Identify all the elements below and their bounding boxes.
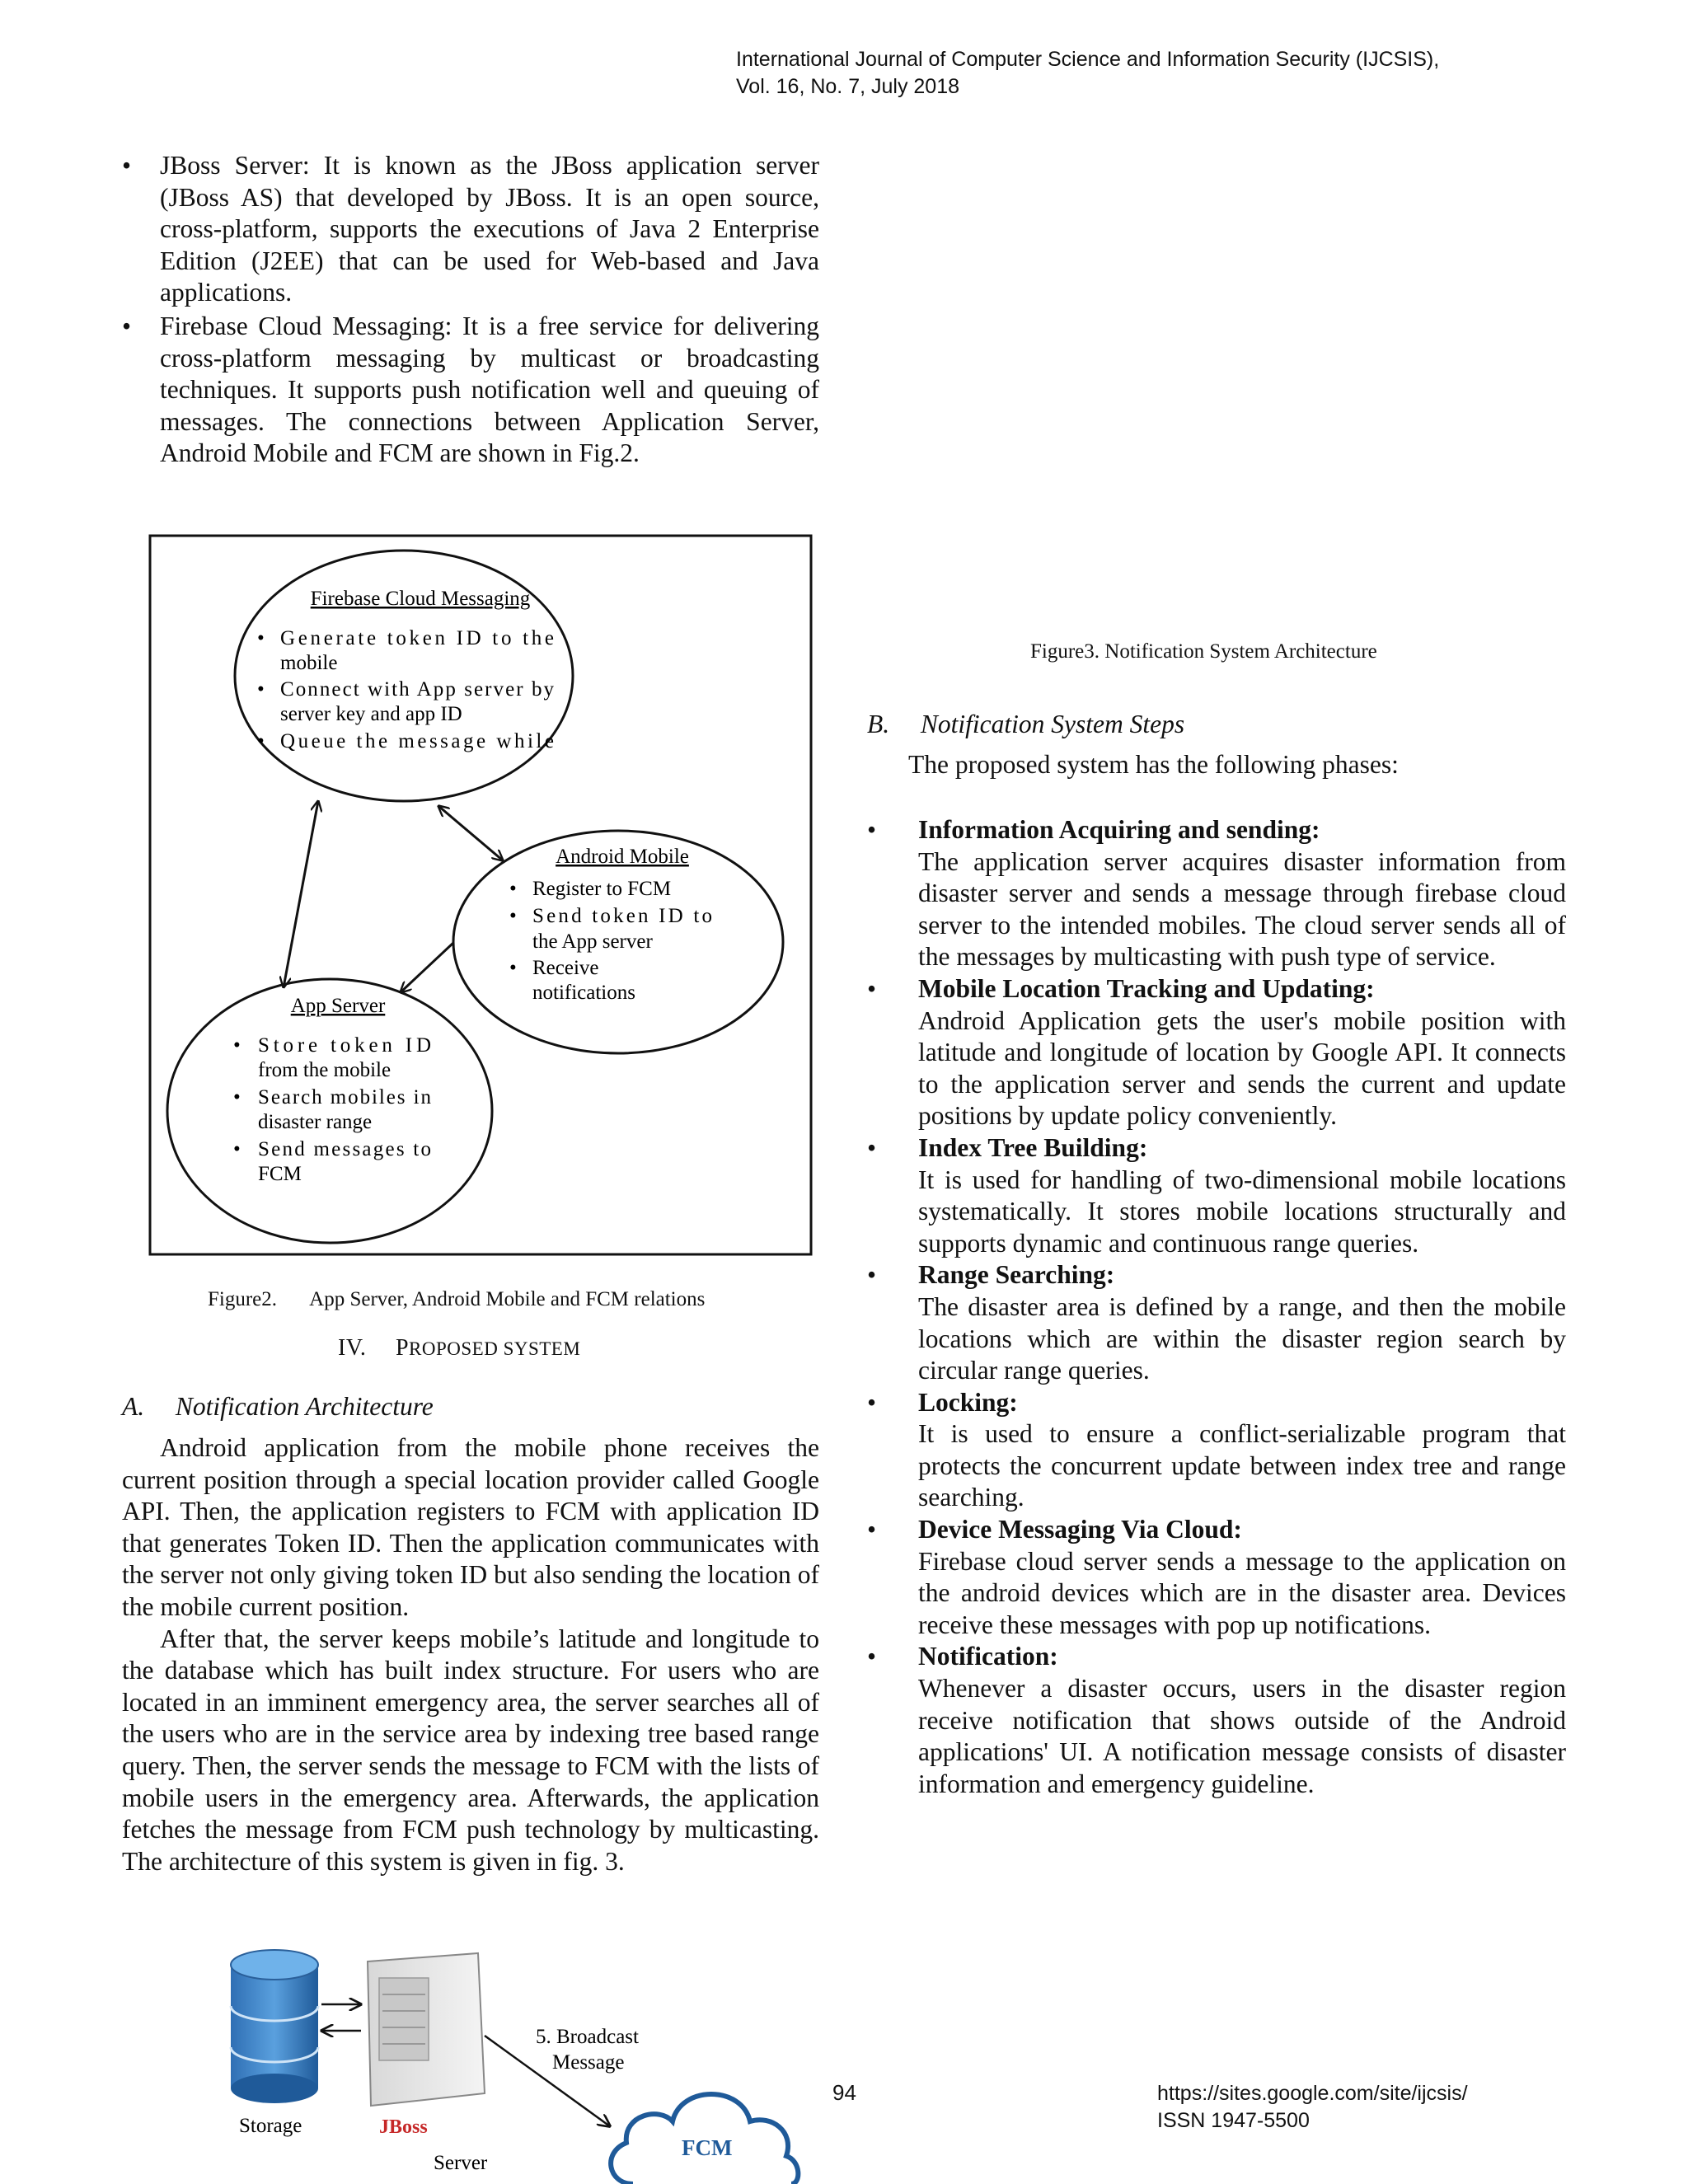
- journal-issn: ISSN 1947-5500: [1157, 2109, 1310, 2132]
- left-bullets: [122, 150, 819, 470]
- section-title-first: P: [395, 1335, 410, 1361]
- storage-icon: [231, 1950, 318, 2103]
- android-title: Android Mobile: [556, 846, 689, 868]
- phase-title: • Information Acquiring and sending:: [918, 815, 1320, 844]
- fcm-cloud-label: FCM: [682, 2135, 733, 2160]
- fcm-item-3: Queue the message while: [280, 730, 554, 752]
- arrow-android-appserver: [401, 943, 453, 992]
- android-item-3b: notifications: [532, 982, 635, 1004]
- phase-title: • Mobile Location Tracking and Updating:: [918, 973, 1375, 1003]
- app-item-1: Store token ID: [258, 1034, 431, 1057]
- bullet-jboss: • JBoss Server: It is known as the JBoss application server (JBoss AS) that developed by JBoss. It is an open source, cross-platform, supports the executions of Java 2 Enterprise Edition (J2EE) that can be used for Web-based and Java applications.: [122, 150, 819, 309]
- server-label: Server: [434, 2152, 488, 2174]
- paragraph-2: After that, the server keeps mobile’s latitude and longitude to the database which has built index structure. For users who are located in an imminent emergency area, the server searches all of the users who are in the service area by indexing tree based range query. Then, the server sends the message to FCM with the lists of mobile users in the emergency area. Afterwards, the application fetches the message from FCM push technology by multicasting. The architecture of this system is given in fig. 3.: [122, 1624, 819, 1876]
- section-title-rest: ROPOSED SYSTEM: [409, 1338, 581, 1359]
- bullet-dot: •: [509, 957, 517, 979]
- fcm-item-1: Generate token ID to the: [280, 627, 554, 649]
- phase-item: [867, 1259, 1566, 1386]
- subsection-b-label: B.: [867, 710, 890, 738]
- app-server-title: App Server: [290, 995, 386, 1017]
- paragraph-1: Android application from the mobile phone receives the current position through a special location provider called Google API. Then, the application registers to FCM with application ID that generates Token ID. Then the application communicates with the server not only giving token ID but also sending the location of the mobile current position.: [122, 1433, 819, 1621]
- android-item-3: Receive: [532, 957, 599, 979]
- subsection-b-intro: The proposed system has the following phases:: [908, 750, 1399, 779]
- figure2-caption-number: Figure2.: [208, 1288, 278, 1310]
- android-item-2b: the App server: [532, 930, 653, 953]
- subsection-b-title: Notification System Steps: [920, 710, 1185, 738]
- android-item-1: Register to FCM: [532, 878, 672, 900]
- phase-title: • Range Searching:: [918, 1260, 1115, 1290]
- bullet-fcm: • Firebase Cloud Messaging: It is a free service for delivering cross-platform messaging by multicast or broadcasting techniques. It supports push notification well and queuing of messages. The connections between Application Server, Android Mobile and FCM are shown in Fig.2.: [122, 311, 819, 470]
- phase-title: • Device Messaging Via Cloud:: [918, 1515, 1242, 1544]
- figure2-caption: [208, 1288, 705, 1311]
- app-item-1b: from the mobile: [258, 1059, 392, 1081]
- journal-header: [736, 46, 1439, 101]
- section-heading: [338, 1335, 580, 1361]
- broadcast-label-line2: Message: [552, 2051, 625, 2074]
- subsection-a-body: [122, 1432, 819, 1877]
- page-number: 94: [832, 2080, 856, 2105]
- fcm-item-2b: server key and app ID: [280, 703, 462, 725]
- bullet-dot: •: [509, 905, 517, 927]
- phases-list: [867, 814, 1566, 1800]
- bullet-dot: •: [257, 627, 265, 649]
- phase-text: The application server acquires disaster information from disaster server and sends a message through firebase cloud server to the intended mobiles. The cloud server sends all of the messages by multicasting with push type of service.: [918, 846, 1566, 972]
- broadcast-label-line1: 5. Broadcast: [536, 2026, 639, 2048]
- phase-item: [867, 1641, 1566, 1800]
- phase-text: It is used to ensure a conflict-serializable program that protects the concurrent update between index tree and range searching.: [918, 1419, 1566, 1512]
- figure2-caption-text: App Server, Android Mobile and FCM relations: [309, 1288, 706, 1310]
- phase-item: [867, 973, 1566, 1132]
- fcm-item-1b: mobile: [280, 652, 338, 674]
- phase-item: [867, 1132, 1566, 1259]
- bullet-dot: •: [257, 730, 265, 752]
- figure3-diagram: [214, 1945, 824, 2184]
- bullet-dot: •: [509, 878, 517, 900]
- bullet-dot: •: [233, 1138, 241, 1160]
- phase-title: • Locking:: [918, 1387, 1018, 1417]
- phase-item: [867, 1387, 1566, 1514]
- phase-title: • Index Tree Building:: [918, 1132, 1148, 1162]
- jboss-logo: JBoss: [379, 2116, 428, 2138]
- phase-text: Firebase cloud server sends a message to the application on the android devices which are in the disaster area. Devices receive these messages with pop up notifications.: [918, 1546, 1566, 1639]
- fcm-item-2: Connect with App server by: [280, 678, 554, 701]
- arrow-server-to-fcm: [485, 2036, 610, 2126]
- phase-text: Whenever a disaster occurs, users in the disaster region receive notification that shows outside of the Android applications' UI. A notification message consists of disaster information and emergency guideline.: [918, 1674, 1566, 1798]
- app-item-2: Search mobiles in: [258, 1086, 431, 1108]
- android-items: [509, 878, 712, 1004]
- phase-text: Android Application gets the user's mobile position with latitude and longitude of location by Google API. It connects to the application server and sends the current and update positions by update policy conveniently.: [918, 1005, 1566, 1131]
- server-icon: [368, 1953, 485, 2106]
- app-item-3b: FCM: [258, 1163, 302, 1185]
- journal-volume: Vol. 16, No. 7, July 2018: [736, 75, 960, 98]
- subsection-a-label: A.: [122, 1392, 145, 1421]
- app-item-2b: disaster range: [258, 1111, 373, 1133]
- phase-text: The disaster area is defined by a range, and then the mobile locations which are within the disaster region search by circular range queries.: [918, 1291, 1566, 1385]
- figure3-caption: Figure3. Notification System Architecture: [1030, 640, 1377, 663]
- subsection-a-heading: [122, 1391, 819, 1423]
- subsection-a-title: Notification Architecture: [175, 1392, 434, 1421]
- bullet-dot: •: [257, 678, 265, 701]
- phase-item: [867, 814, 1566, 973]
- app-server-items: [233, 1034, 432, 1185]
- phase-item: [867, 1514, 1566, 1641]
- arrow-fcm-appserver: [284, 801, 318, 987]
- bullet-dot: •: [233, 1034, 241, 1057]
- subsection-b-heading: [867, 709, 1566, 741]
- phase-title: • Notification:: [918, 1642, 1058, 1671]
- section-numeral: IV.: [338, 1335, 367, 1361]
- journal-url: https://sites.google.com/site/ijcsis/: [1157, 2082, 1468, 2105]
- android-item-2: Send token ID to: [532, 905, 712, 927]
- figure2-diagram: [148, 534, 813, 1256]
- fcm-title: Firebase Cloud Messaging: [310, 588, 531, 610]
- arrow-fcm-android: [438, 806, 503, 860]
- storage-label: Storage: [239, 2115, 302, 2137]
- phase-text: It is used for handling of two-dimensional mobile locations systematically. It stores mobile locations structurally and supports dynamic and continuous range queries.: [918, 1165, 1566, 1258]
- bullet-dot: •: [233, 1086, 241, 1108]
- footer-info: [1157, 2080, 1468, 2135]
- app-item-3: Send messages to: [258, 1138, 431, 1160]
- journal-title: International Journal of Computer Science and Information Security (IJCSIS),: [736, 48, 1440, 71]
- fcm-items: [257, 627, 555, 752]
